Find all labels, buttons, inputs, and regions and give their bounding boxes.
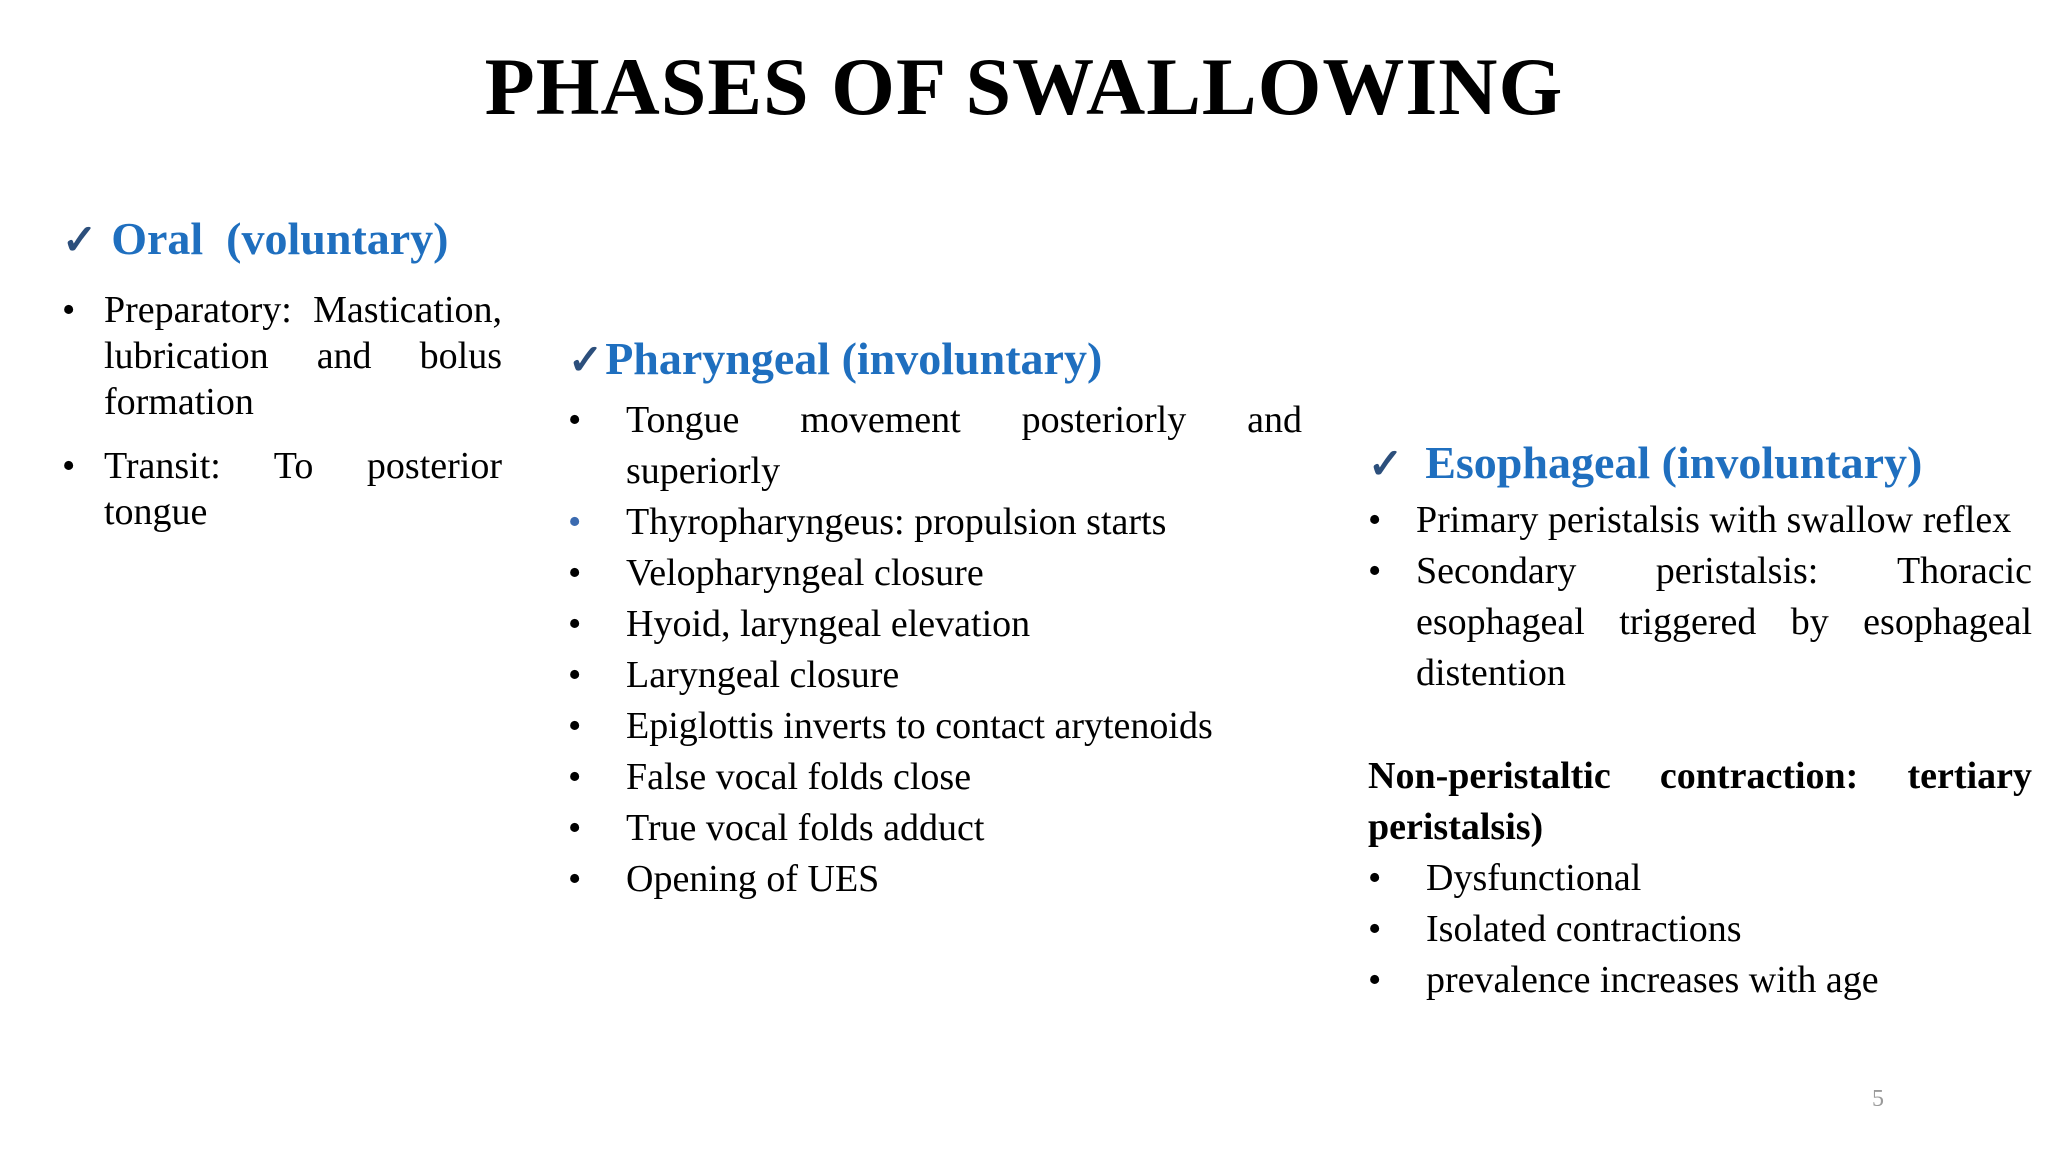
esophageal-heading (1368, 436, 2032, 489)
bullet-icon: • (62, 289, 76, 331)
list-item (1368, 955, 2032, 1006)
list-item (568, 854, 1302, 905)
list-item (1368, 546, 2032, 699)
list-item (568, 395, 1302, 497)
bullet-icon: • (568, 756, 582, 798)
bullet-icon: • (568, 858, 582, 900)
esophageal-list (1368, 495, 2032, 699)
oral-heading (62, 212, 502, 265)
pharyngeal-heading-label: Pharyngeal (involuntary) (605, 333, 1103, 384)
list-item (62, 443, 502, 535)
list-item (568, 752, 1302, 803)
oral-list (62, 287, 502, 535)
bullet-icon: • (1368, 499, 1382, 541)
esophageal-heading-label: Esophageal (involuntary) (1425, 437, 1923, 488)
list-item-text: False vocal folds close (626, 756, 972, 798)
bullet-icon: • (568, 654, 582, 696)
page-number: 5 (1872, 1086, 1884, 1112)
list-item-text: Velopharyngeal closure (626, 552, 984, 594)
bullet-icon: • (568, 705, 582, 747)
list-item (568, 650, 1302, 701)
bullet-icon: • (1368, 857, 1382, 899)
list-item-text: Transit: To posterior tongue (104, 445, 502, 533)
list-item-text: Opening of UES (626, 858, 880, 900)
list-item-text: Laryngeal closure (626, 654, 900, 696)
pharyngeal-heading (568, 332, 1302, 385)
list-item-text: Preparatory: Mastication, lubrication and bolus formation (104, 289, 502, 423)
list-item (1368, 495, 2032, 546)
list-item (62, 287, 502, 425)
bullet-icon: • (568, 552, 582, 594)
bullet-icon: • (568, 399, 582, 441)
list-item-text: Dysfunctional (1426, 857, 1642, 899)
bullet-icon: • (568, 603, 582, 645)
list-item (1368, 904, 2032, 955)
pharyngeal-section (568, 332, 1302, 905)
list-item-text: Thyropharyngeus: propulsion starts (626, 501, 1167, 543)
non-peristaltic-list (1368, 853, 2032, 1006)
non-peristaltic-subheading: Non-peristaltic contraction: tertiary peristalsis) (1368, 755, 2032, 848)
list-item-text: prevalence increases with age (1426, 959, 1879, 1001)
list-item-text: Tongue movement posteriorly and superiorly (626, 399, 1302, 492)
list-item-text: Hyoid, laryngeal elevation (626, 603, 1031, 645)
list-item-text: Primary peristalsis with swallow reflex (1416, 499, 2012, 541)
list-item (568, 548, 1302, 599)
esophageal-section (1368, 436, 2032, 1006)
bullet-icon: • (1368, 959, 1382, 1001)
slide-title: PHASES OF SWALLOWING (484, 41, 1564, 132)
oral-section (62, 212, 502, 553)
list-item (568, 803, 1302, 854)
list-item (568, 497, 1302, 548)
bullet-icon: • (1368, 550, 1382, 592)
check-icon: ✓ (568, 338, 604, 384)
bullet-icon: • (1368, 908, 1382, 950)
list-item-text: Epiglottis inverts to contact arytenoids (626, 705, 1213, 747)
list-item (1368, 853, 2032, 904)
check-icon: ✓ (1368, 442, 1404, 488)
bullet-icon: • (568, 807, 582, 849)
list-item (568, 599, 1302, 650)
bullet-icon: • (62, 445, 76, 487)
bullet-icon: • (568, 501, 582, 543)
oral-heading-label: Oral (voluntary) (111, 213, 449, 264)
pharyngeal-list (568, 395, 1302, 905)
list-item (568, 701, 1302, 752)
list-item-text: Isolated contractions (1426, 908, 1742, 950)
check-icon: ✓ (62, 218, 98, 264)
list-item-text: Secondary peristalsis: Thoracic esophageal triggered by esophageal distention (1416, 550, 2032, 694)
list-item-text: True vocal folds adduct (626, 807, 985, 849)
